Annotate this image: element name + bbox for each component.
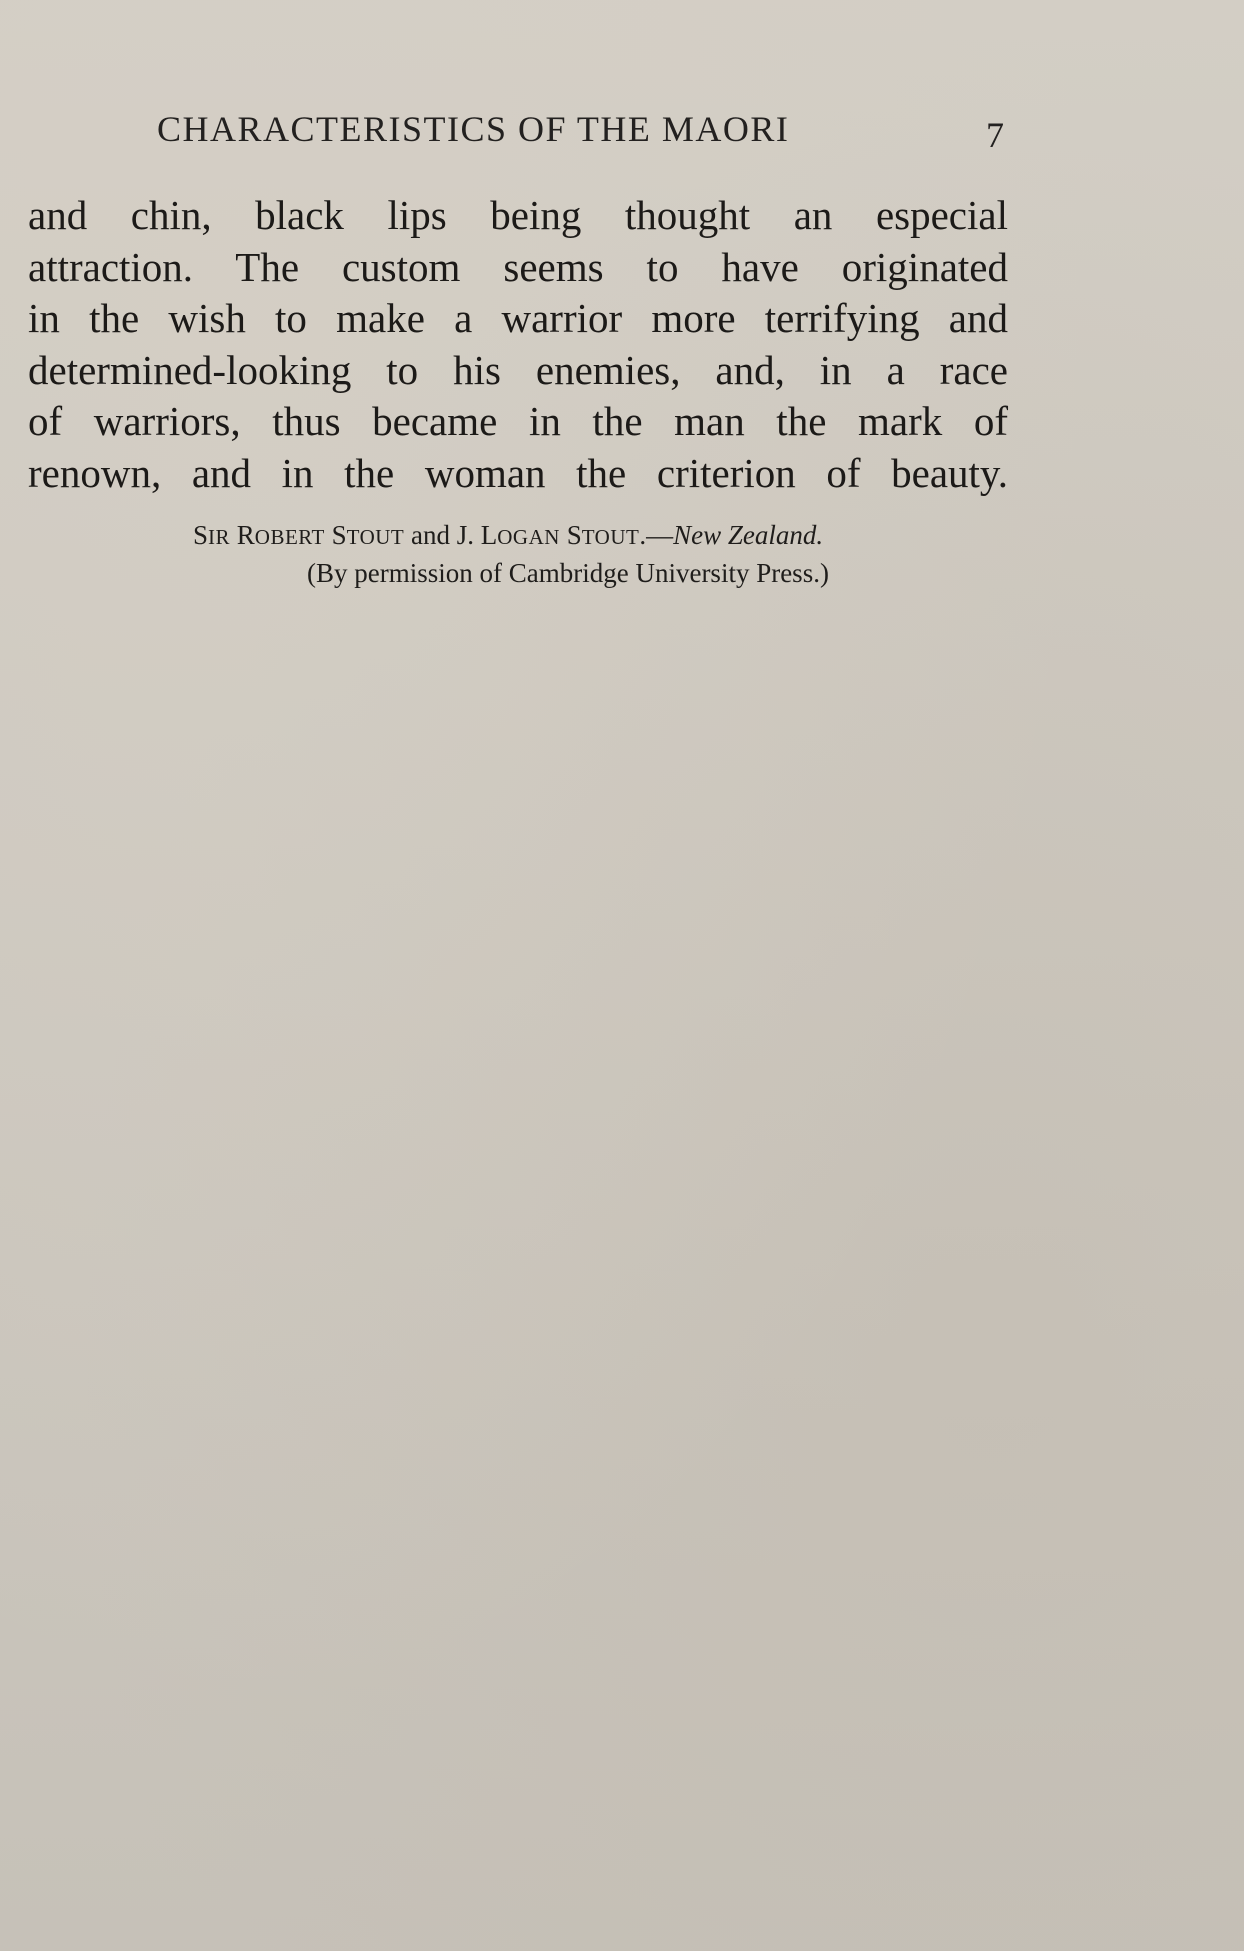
- coauthor-initial: J.: [456, 520, 475, 550]
- text-line: renown, and in the woman the criterion of beauty.: [28, 449, 1008, 496]
- work-title: New Zealand.: [673, 520, 824, 550]
- permission-credit: (By permission of Cambridge University Press.): [307, 558, 829, 588]
- coauthor-name-rest: OGAN: [497, 525, 560, 549]
- text-line: and chin, black lips being thought an especial: [28, 192, 1008, 238]
- author-surname-initial: S: [331, 520, 347, 550]
- text-line: determined-looking to his enemies, and, in a race: [28, 346, 1008, 393]
- author-first-rest: IR: [208, 525, 231, 549]
- text-line: attraction. The custom seems to have originated: [28, 243, 1008, 290]
- author-first-initial: S: [193, 520, 209, 550]
- page-number: 7: [986, 115, 1004, 155]
- author-surname-rest: TOUT: [346, 525, 405, 549]
- conjunction: and: [411, 520, 450, 550]
- author-name-rest: OBERT: [254, 525, 325, 549]
- running-head: CHARACTERISTICS OF THE MAORI: [157, 109, 790, 149]
- text-line: of warriors, thus became in the man the mark of: [28, 398, 1008, 445]
- source-attribution: [193, 520, 823, 551]
- attribution-dash: .—: [639, 520, 674, 550]
- coauthor-surname-initial: S: [566, 520, 582, 550]
- coauthor-name-initial: L: [480, 520, 498, 550]
- author-name-initial: R: [236, 520, 255, 550]
- coauthor-surname-rest: TOUT: [581, 525, 640, 549]
- text-line: in the wish to make a warrior more terrifying and: [28, 295, 1008, 342]
- body-paragraph: [28, 190, 1008, 500]
